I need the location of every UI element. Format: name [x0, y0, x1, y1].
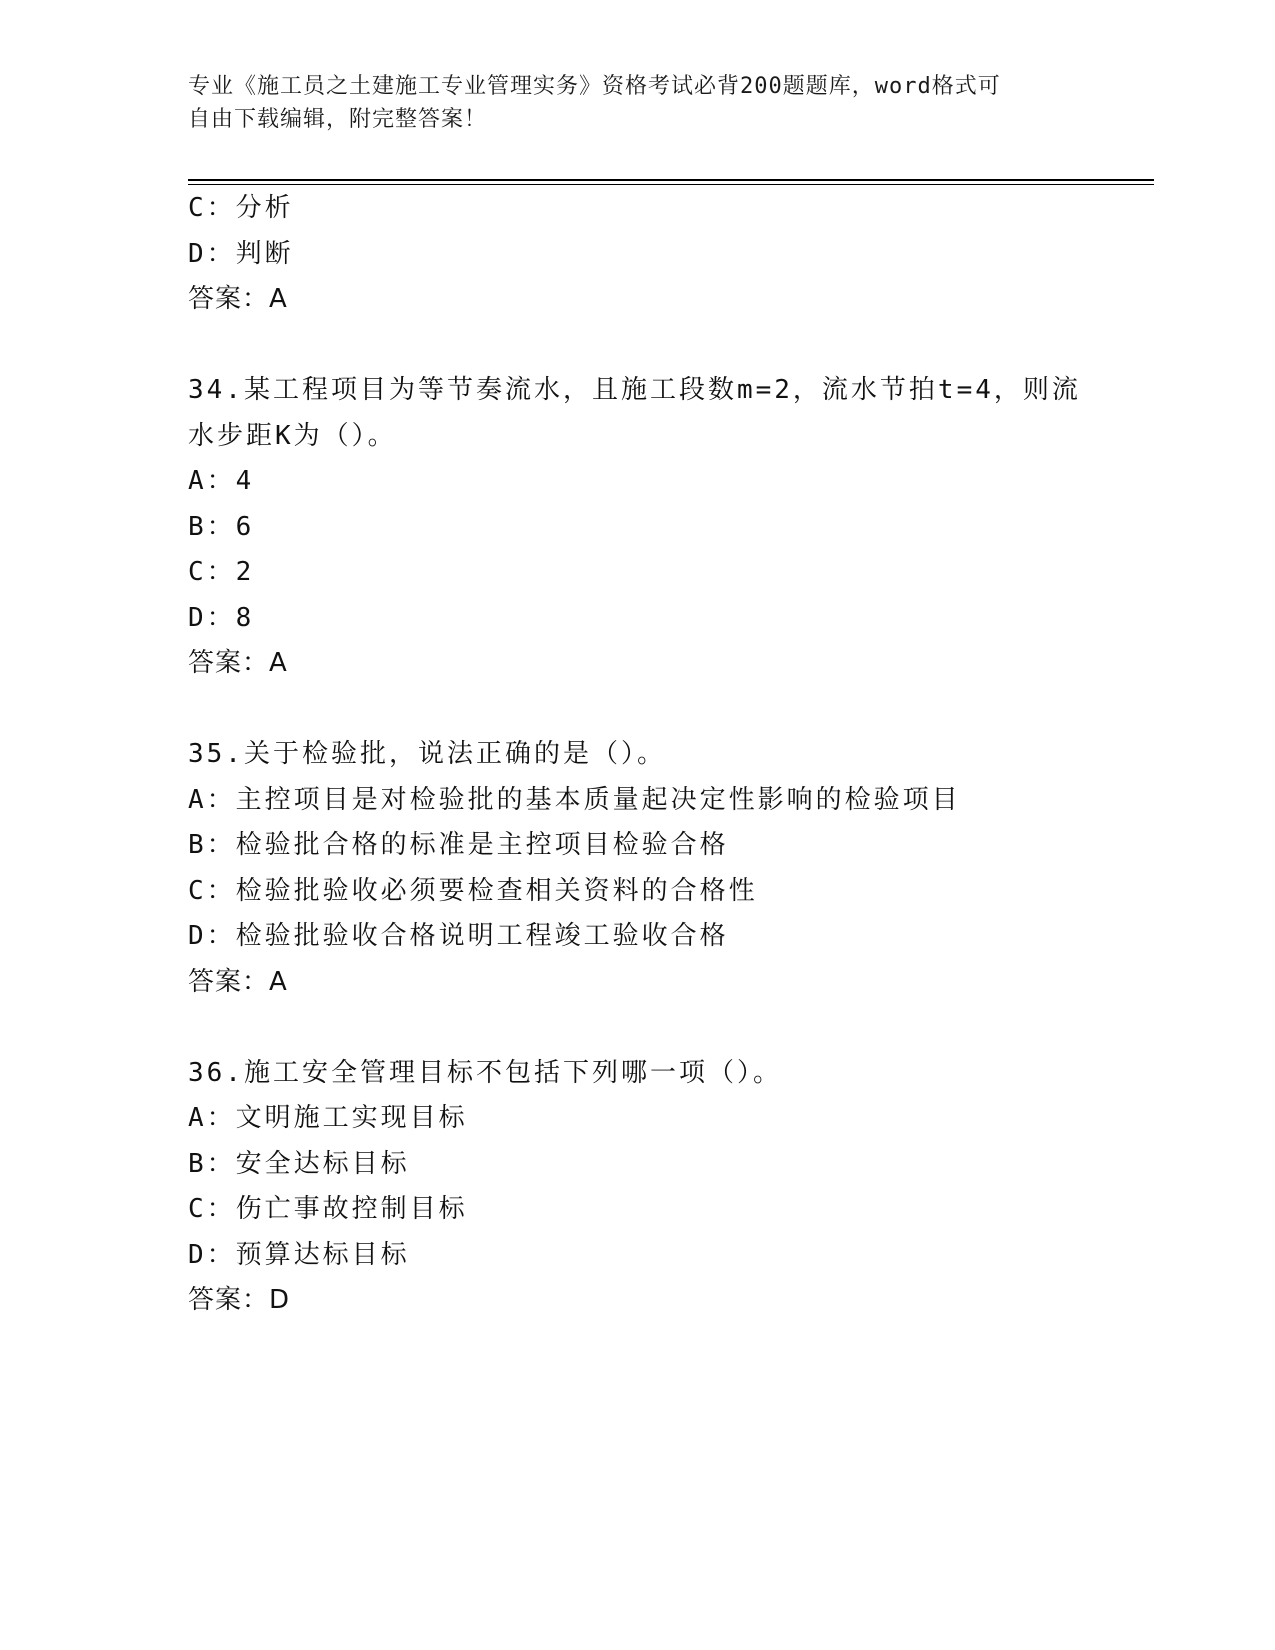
block-spacer: [188, 323, 1148, 369]
block-spacer: [188, 1005, 1148, 1051]
question-block-prev: [188, 186, 1148, 323]
answer-line: 答案：A: [188, 648, 288, 678]
answer-line: 答案：A: [188, 284, 288, 314]
answer-line: 答案：D: [188, 1285, 291, 1315]
option-c: C：2: [188, 557, 255, 587]
header-divider-thin: [188, 184, 1154, 185]
block-spacer: [188, 687, 1148, 733]
option-a: A：主控项目是对检验批的基本质量起决定性影响的检验项目: [188, 784, 961, 815]
option-c: C：伤亡事故控制目标: [188, 1194, 468, 1224]
header-title-line-1: 专业《施工员之土建施工专业管理实务》资格考试必背200题题库，word格式可: [188, 74, 1001, 99]
option-a: A：文明施工实现目标: [188, 1103, 468, 1133]
option-d: D：判断: [188, 238, 294, 269]
option-c: C：检验批验收必须要检查相关资料的合格性: [188, 875, 758, 906]
question-stem: 36.施工安全管理目标不包括下列哪一项（）。: [188, 1057, 782, 1088]
question-stem-line-1: 34.某工程项目为等节奏流水，且施工段数m=2，流水节拍t=4，则流: [188, 375, 1081, 405]
question-list: [188, 186, 1148, 1324]
answer-line: 答案：A: [188, 966, 288, 997]
option-d: D：预算达标目标: [188, 1239, 410, 1270]
option-b: B：检验批合格的标准是主控项目检验合格: [188, 830, 729, 860]
option-d: D：8: [188, 602, 255, 633]
question-block-35: [188, 732, 1148, 1005]
option-c: C：分析: [188, 193, 294, 223]
header-title-line-2: 自由下载编辑，附完整答案！: [188, 107, 488, 132]
option-a: A：4: [188, 466, 255, 496]
question-stem-line-2: 水步距K为（）。: [188, 420, 397, 451]
question-stem: 35.关于检验批，说法正确的是（）。: [188, 739, 666, 769]
option-b: B：6: [188, 511, 255, 542]
header-divider-thick: [188, 179, 1154, 181]
question-block-36: [188, 1051, 1148, 1324]
option-b: B：安全达标目标: [188, 1148, 410, 1179]
question-block-34: [188, 368, 1148, 687]
option-d: D：检验批验收合格说明工程竣工验收合格: [188, 921, 729, 951]
document-header: [188, 70, 1088, 136]
